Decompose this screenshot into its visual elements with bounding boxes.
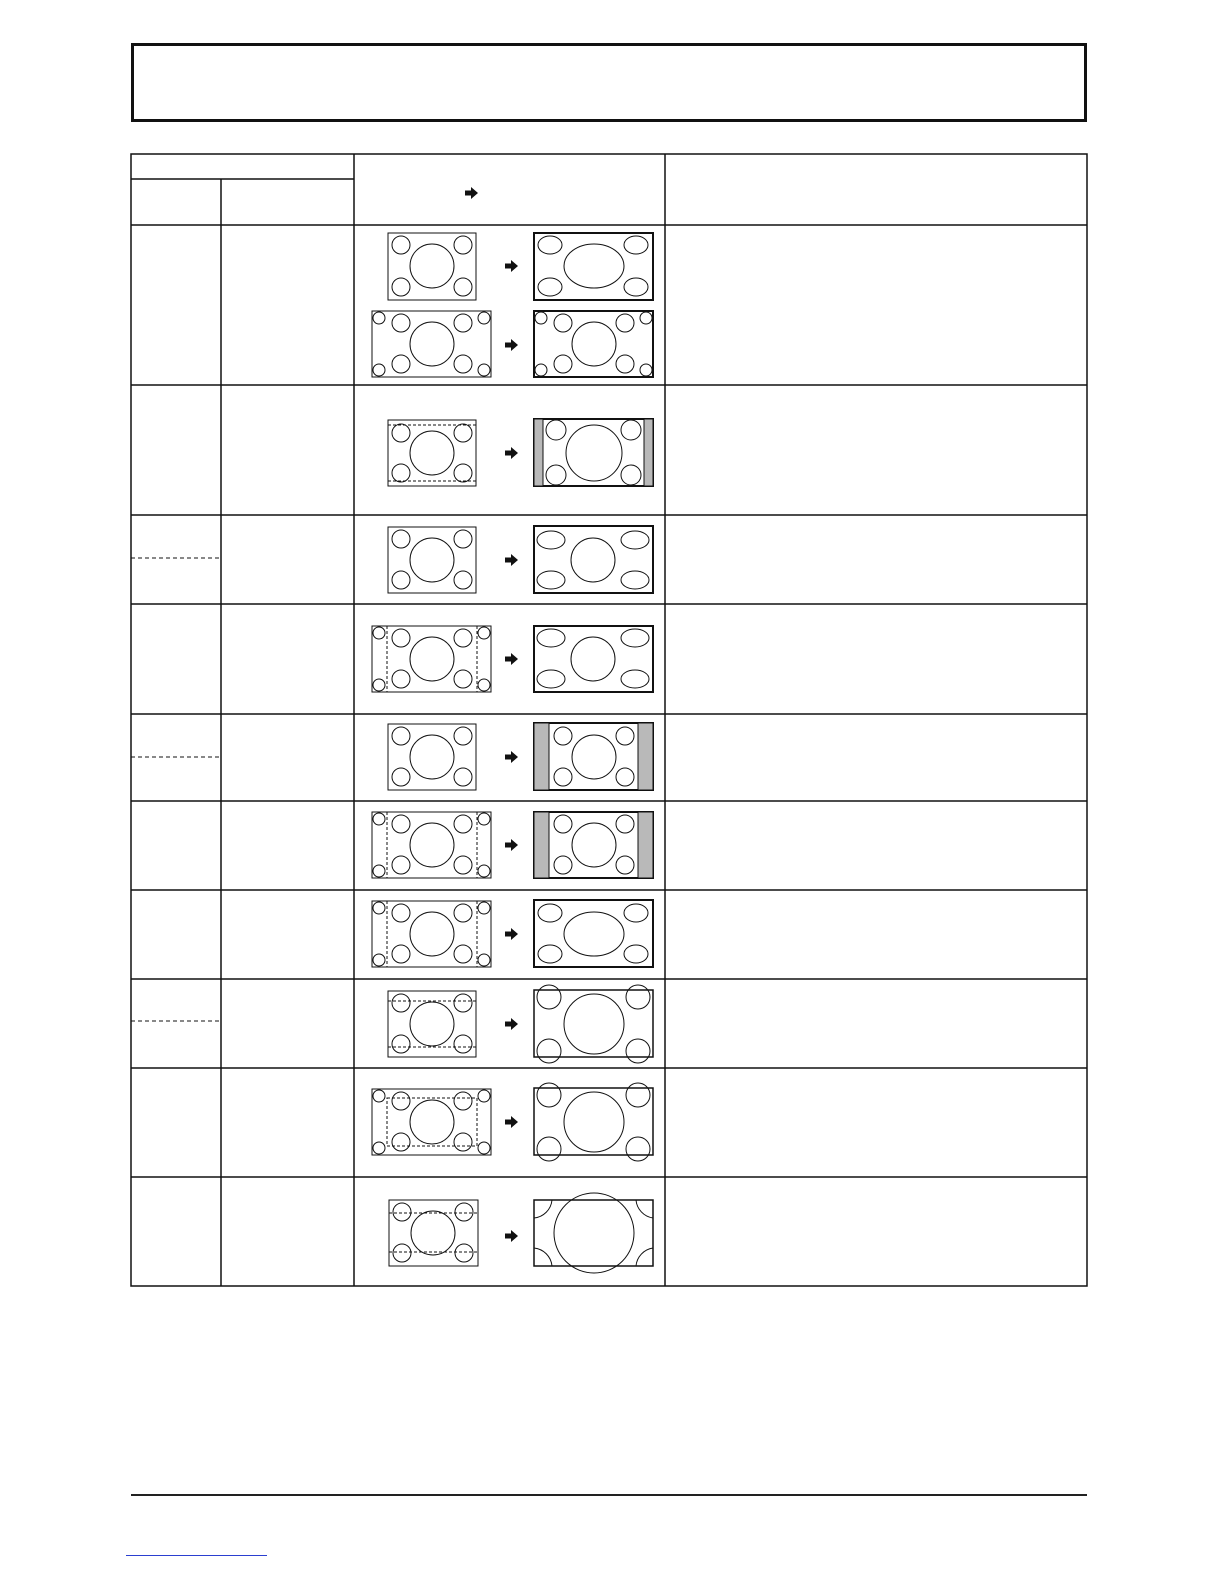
- row-2-diagrams: [388, 419, 653, 486]
- row-7-arrow-icon: [505, 928, 518, 940]
- row-10-arrow-icon: [505, 1230, 518, 1242]
- row-8-arrow-icon: [505, 1018, 518, 1030]
- row-5-diagrams: [388, 723, 653, 790]
- footer-rule: [131, 1494, 1087, 1496]
- row-5-arrow-icon: [505, 751, 518, 763]
- footer-link[interactable]: [126, 1555, 267, 1556]
- row-6-arrow-icon: [505, 839, 518, 851]
- header-arrow-icon: [465, 187, 478, 199]
- dashed-subdividers: [131, 558, 221, 1021]
- row-4-arrow-icon: [505, 653, 518, 665]
- row-8-diagrams: [388, 985, 653, 1063]
- row-3-diagrams: [388, 526, 653, 593]
- row-9-arrow-icon: [505, 1116, 518, 1128]
- row-1-arrow-icon: [505, 260, 518, 272]
- row-2-arrow-icon: [505, 447, 518, 459]
- row-3-arrow-icon: [505, 554, 518, 566]
- row-1-diagrams: [372, 233, 653, 377]
- table-grid: [131, 154, 1087, 1286]
- row-1b-arrow-icon: [505, 339, 518, 351]
- row-10-diagrams: [389, 1193, 653, 1273]
